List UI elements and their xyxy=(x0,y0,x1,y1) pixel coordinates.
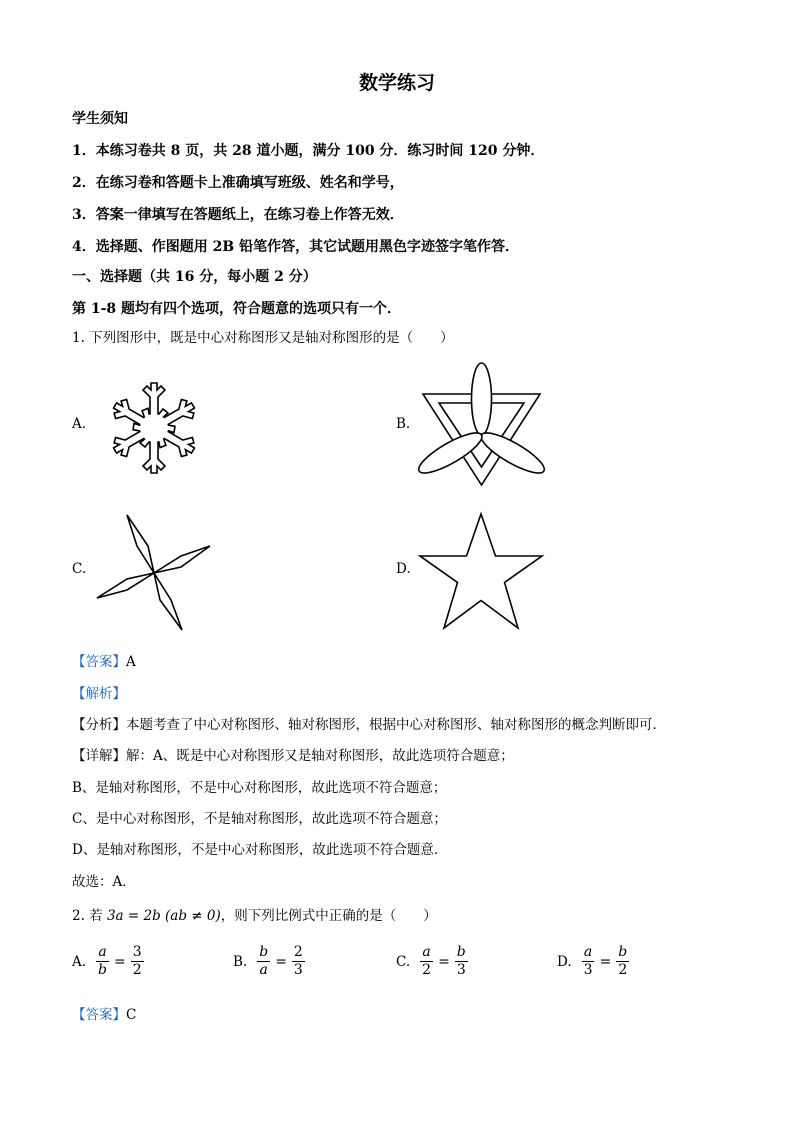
q2-d-left-den: 3 xyxy=(583,962,593,978)
q2-a-eq: = xyxy=(114,953,126,970)
q1-xiangjie-tag: 【详解】 xyxy=(72,748,126,764)
q1-explain-b: B、是轴对称图形，不是中心对称图形，故此选项不符合题意； xyxy=(72,780,447,796)
q1-option-d-label: D. xyxy=(396,561,411,577)
q2-d-right-num: b xyxy=(618,944,628,960)
pinwheel-figure xyxy=(93,510,215,634)
q2-a-left-den: b xyxy=(98,962,108,978)
q1-answer-value: A xyxy=(126,654,136,670)
q1-option-c-label: C. xyxy=(72,561,87,577)
notice-item-4: 4．选择题、作图题用 2B 铅笔作答，其它试题用黑色字迹签字笔作答． xyxy=(72,239,520,255)
q1-xiangjie xyxy=(72,744,514,764)
q1-stem: 1. 下列图形中，既是中心对称图形又是轴对称图形的是（ ） xyxy=(72,330,454,346)
notice-item-3: 3．答案一律填写在答题纸上，在练习卷上作答无效． xyxy=(72,207,404,223)
q2-c-left-num: a xyxy=(422,944,431,960)
q2-answer xyxy=(72,1003,136,1023)
q2-b-left-num: b xyxy=(259,944,269,960)
q2-option-a xyxy=(72,944,146,979)
q1-analysis-tag: 【解析】 xyxy=(72,686,126,702)
q2-option-c xyxy=(396,944,470,979)
q2-b-right-num: 2 xyxy=(293,944,303,960)
q2-a-left-num: a xyxy=(98,944,107,960)
q2-stem-prefix: 2. 若 xyxy=(72,908,103,924)
q2-c-right-num: b xyxy=(456,944,466,960)
q1-fenxi xyxy=(72,713,666,733)
q2-c-right-den: 3 xyxy=(456,962,466,978)
q1-explain-d: D、是轴对称图形，不是中心对称图形，故此选项不符合题意． xyxy=(72,842,448,858)
q2-b-eq: = xyxy=(275,953,287,970)
q2-d-right-den: 2 xyxy=(618,962,628,978)
snowflake-figure xyxy=(99,373,209,483)
section-heading: 一、选择题（共 16 分，每小题 2 分） xyxy=(72,269,317,285)
q1-option-a-label: A. xyxy=(72,416,87,432)
q2-b-left-den: a xyxy=(259,962,268,978)
q2-option-d xyxy=(557,944,631,979)
notice-heading: 学生须知 xyxy=(72,111,128,127)
q2-d-left-num: a xyxy=(583,944,593,960)
q2-c-eq: = xyxy=(438,953,450,970)
q2-c-left-den: 2 xyxy=(422,962,432,978)
q2-option-b-label: B. xyxy=(233,953,248,970)
q2-option-d-label: D. xyxy=(557,953,572,970)
page-title: 数学练习 xyxy=(358,72,435,94)
star-figure xyxy=(418,512,544,632)
q1-option-b-label: B. xyxy=(396,416,411,432)
q2-option-c-label: C. xyxy=(396,953,411,970)
q1-fenxi-tag: 【分析】 xyxy=(72,717,126,733)
q2-stem-math: 3a = 2b (ab ≠ 0) xyxy=(106,908,221,924)
notice-item-2: 2．在练习卷和答题卡上准确填写班级、姓名和学号， xyxy=(72,175,404,191)
q1-xiangjie-text: 解：A、既是中心对称图形又是轴对称图形，故此选项符合题意； xyxy=(126,748,514,764)
q2-option-a-label: A. xyxy=(72,953,87,970)
q2-stem xyxy=(72,904,437,924)
q2-stem-suffix: ，则下列比例式中正确的是（ ） xyxy=(220,908,437,924)
q1-explain-c: C、是中心对称图形，不是轴对称图形，故此选项不符合题意； xyxy=(72,811,447,827)
q1-answer xyxy=(72,650,136,670)
q1-conclusion: 故选：A． xyxy=(72,874,136,890)
q2-b-right-den: 3 xyxy=(293,962,303,978)
q2-option-b xyxy=(233,944,307,979)
notice-item-1: 1．本练习卷共 8 页，共 28 道小题，满分 100 分．练习时间 120 分钟． xyxy=(72,143,545,159)
q2-answer-tag: 【答案】 xyxy=(72,1007,126,1023)
q2-answer-value: C xyxy=(126,1007,137,1023)
triangle-petals-figure xyxy=(419,361,544,487)
q2-a-right-den: 2 xyxy=(132,962,142,978)
q2-d-eq: = xyxy=(599,953,612,970)
q1-fenxi-text: 本题考查了中心对称图形、轴对称图形，根据中心对称图形、轴对称图形的概念判断即可． xyxy=(126,717,666,733)
q2-a-right-num: 3 xyxy=(132,944,142,960)
section-note: 第 1-8 题均有四个选项，符合题意的选项只有一个． xyxy=(72,301,402,317)
q1-answer-tag: 【答案】 xyxy=(72,654,126,670)
